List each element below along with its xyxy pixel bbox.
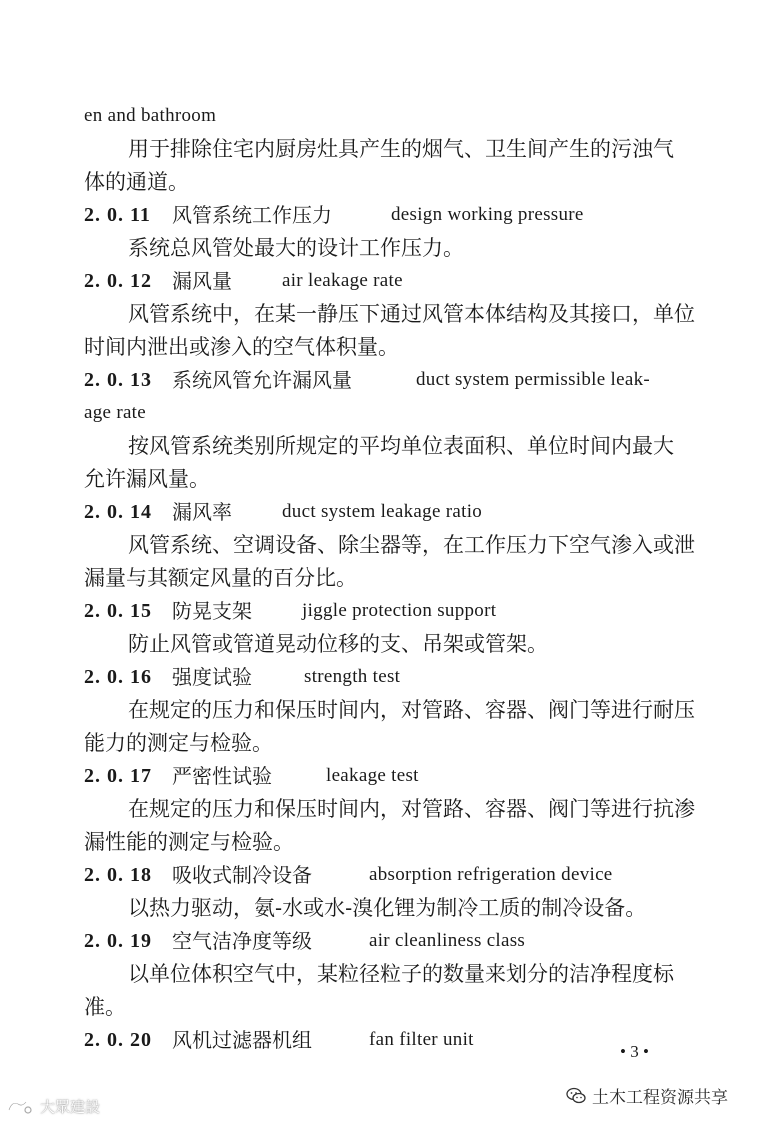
term-number: 2. 0. 17 bbox=[84, 765, 152, 787]
term-2-0-14 bbox=[84, 497, 704, 527]
term-chinese: 系统风管允许漏风量 bbox=[172, 368, 352, 392]
term-2-0-17 bbox=[84, 761, 704, 791]
term-chinese: 吸收式制冷设备 bbox=[172, 863, 312, 887]
term-2-0-20 bbox=[84, 1025, 704, 1055]
term-number: 2. 0. 12 bbox=[84, 270, 152, 292]
logo-icon bbox=[6, 1098, 34, 1116]
term-number: 2. 0. 16 bbox=[84, 666, 152, 688]
term-chinese: 严密性试验 bbox=[172, 764, 272, 788]
term-chinese: 漏风率 bbox=[172, 500, 232, 524]
term-number: 2. 0. 14 bbox=[84, 501, 152, 523]
definition-line: 在规定的压力和保压时间内，对管路、容器、阀门等进行抗渗 bbox=[128, 797, 695, 821]
definition-line: 以单位体积空气中，某粒径粒子的数量来划分的洁净程度标 bbox=[128, 962, 674, 986]
term-2-0-15 bbox=[84, 596, 704, 626]
term-chinese: 风管系统工作压力 bbox=[172, 203, 332, 227]
term-number: 2. 0. 11 bbox=[84, 204, 151, 226]
term-2-0-18 bbox=[84, 860, 704, 890]
term-number: 2. 0. 18 bbox=[84, 864, 152, 886]
definition-line: 允许漏风量。 bbox=[84, 467, 210, 491]
term-english: fan filter unit bbox=[369, 1029, 474, 1050]
term-number: 2. 0. 15 bbox=[84, 600, 152, 622]
term-2-0-11 bbox=[84, 200, 704, 230]
definition-line: 漏量与其额定风量的百分比。 bbox=[84, 566, 357, 590]
term-english: strength test bbox=[304, 666, 401, 687]
watermark-text: 土木工程资源共享 bbox=[592, 1088, 728, 1108]
term-chinese: 强度试验 bbox=[172, 665, 252, 689]
term-chinese: 防晃支架 bbox=[172, 599, 252, 623]
definition-line: 以热力驱动，氨-水或水-溴化锂为制冷工质的制冷设备。 bbox=[128, 896, 647, 920]
term-chinese: 漏风量 bbox=[172, 269, 232, 293]
watermark-logo-text: 大眾建設 bbox=[40, 1098, 101, 1116]
term-english: leakage test bbox=[326, 765, 419, 786]
definition-line: 防止风管或管道晃动位移的支、吊架或管架。 bbox=[128, 632, 548, 656]
definition-line: 风管系统、空调设备、除尘器等，在工作压力下空气渗入或泄 bbox=[128, 533, 695, 557]
definition-line: 漏性能的测定与检验。 bbox=[84, 830, 294, 854]
term-2-0-12 bbox=[84, 266, 704, 296]
term-2-0-13 bbox=[84, 365, 704, 395]
watermark-logo bbox=[6, 1096, 100, 1117]
definition-line: 按风管系统类别所规定的平均单位表面积、单位时间内最大 bbox=[128, 434, 674, 458]
term-english: duct system leakage ratio bbox=[282, 501, 483, 522]
text-line: 体的通道。 bbox=[84, 170, 189, 194]
term-2-0-16 bbox=[84, 662, 704, 692]
page-number: • 3 • bbox=[620, 1042, 649, 1061]
definition-line: 时间内泄出或渗入的空气体积量。 bbox=[84, 335, 399, 359]
definition-line: 风管系统中，在某一静压下通过风管本体结构及其接口，单位 bbox=[128, 302, 695, 326]
term-chinese: 风机过滤器机组 bbox=[172, 1028, 312, 1052]
term-english: jiggle protection support bbox=[302, 600, 497, 621]
definition-line: 准。 bbox=[84, 995, 126, 1019]
text-line: en and bathroom bbox=[84, 105, 217, 126]
definition-line: 能力的测定与检验。 bbox=[84, 731, 273, 755]
term-number: 2. 0. 13 bbox=[84, 369, 152, 391]
term-english: duct system permissible leak- bbox=[416, 369, 651, 390]
term-english: design working pressure bbox=[391, 204, 584, 225]
term-chinese: 空气洁净度等级 bbox=[172, 929, 312, 953]
definition-line: 系统总风管处最大的设计工作压力。 bbox=[128, 236, 464, 260]
wechat-icon bbox=[566, 1087, 586, 1105]
definition-line: 在规定的压力和保压时间内，对管路、容器、阀门等进行耐压 bbox=[128, 698, 695, 722]
term-2-0-19 bbox=[84, 926, 704, 956]
term-english: absorption refrigeration device bbox=[369, 864, 613, 885]
term-english: air leakage rate bbox=[282, 270, 403, 291]
watermark-source bbox=[566, 1083, 728, 1108]
term-english: air cleanliness class bbox=[369, 930, 526, 951]
text-line: age rate bbox=[84, 402, 146, 423]
text-line: 用于排除住宅内厨房灶具产生的烟气、卫生间产生的污浊气 bbox=[128, 137, 674, 161]
term-number: 2. 0. 20 bbox=[84, 1029, 152, 1051]
term-number: 2. 0. 19 bbox=[84, 930, 152, 952]
